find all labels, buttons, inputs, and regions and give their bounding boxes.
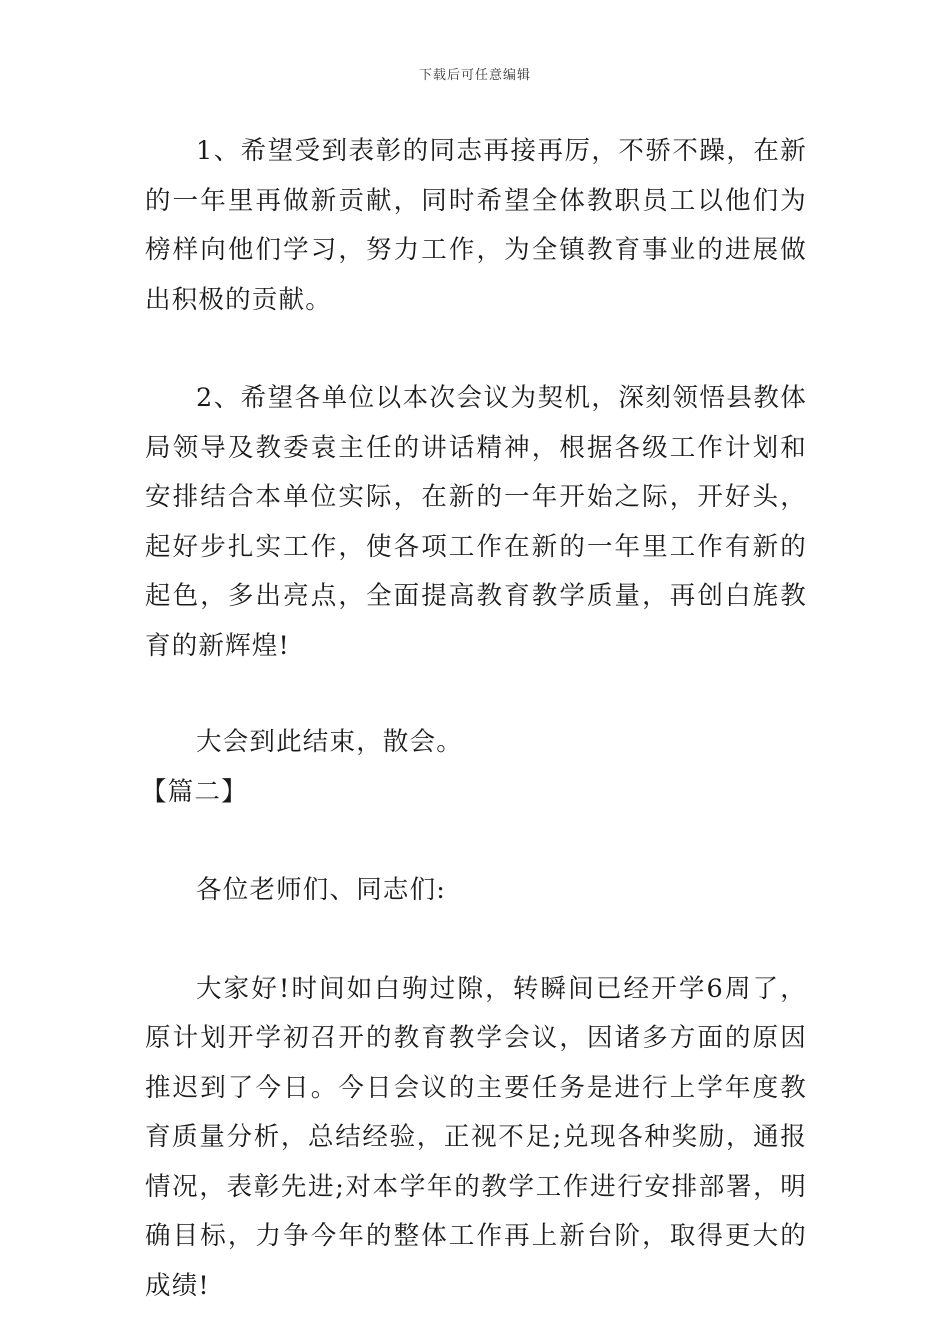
section-heading: 【篇二】 [141, 776, 248, 807]
document-body [141, 127, 807, 1311]
paragraph-5: 大家好!时间如白驹过隙，转瞬间已经开学6周了，原计划开学初召开的教育教学会议，因诸多方面的原因推迟到了今日。今日会议的主要任务是进行上学年度教育质量分析，总结经验，正视不足;兑现各种奖励，通报情况，表彰先进;对本学年的教学工作进行安排部署，明确目标，力争今年的整体工作再上新台阶，取得更大的成绩! [145, 973, 807, 1301]
paragraph-1: 1、希望受到表彰的同志再接再厉，不骄不躁，在新的一年里再做新贡献，同时希望全体教职员工以他们为榜样向他们学习，努力工作，为全镇教育事业的进展做出积极的贡献。 [145, 136, 807, 315]
paragraph-4: 各位老师们、同志们: [196, 875, 447, 905]
header-note: 下载后可任意编辑 [418, 68, 531, 83]
paragraph-3: 大会到此结束，散会。 [196, 727, 464, 757]
paragraph-2: 2、希望各单位以本次会议为契机，深刻领悟县教体局领导及教委袁主任的讲话精神，根据各级工作计划和安排结合本单位实际，在新的一年开始之际，开好头，起好步扎实工作，使各项工作在新的一年里工作有新的起色，多出亮点，全面提高教育教学质量，再创白旄教育的新辉煌! [145, 383, 807, 661]
